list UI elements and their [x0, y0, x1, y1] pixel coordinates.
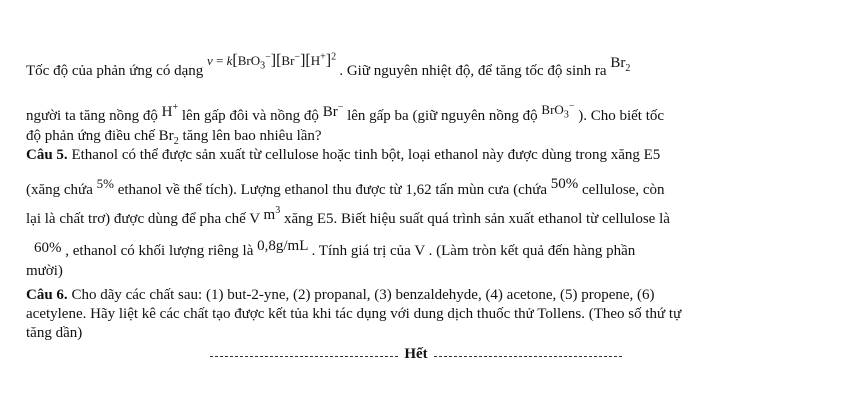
- question-6-line-3: [26, 324, 82, 342]
- question-5-line-4: [26, 238, 636, 260]
- rate-line1-continuation: . Giữ nguyên nhiệt độ, để tăng tốc độ sinh ra: [339, 63, 611, 79]
- text-segment: , ethanol có khối lượng riêng là: [65, 243, 258, 259]
- text-segment: tăng dần): [26, 325, 83, 341]
- text-segment: Ethanol có thể được sản xuất từ cellulose hoặc tinh bột, loại ethanol này được dùng trong xăng E5: [67, 147, 661, 163]
- rate-line-2: [26, 100, 665, 125]
- text-segment: lên gấp đôi và nồng độ: [181, 108, 323, 124]
- text-segment: (xăng chứa: [26, 182, 97, 198]
- species-bro3-minus: BrO$_3$−: [541, 100, 575, 121]
- rate-intro-text: Tốc độ của phản ứng có dạng: [26, 63, 207, 79]
- dashed-line-right: [434, 356, 622, 357]
- percent-5: 5%: [96, 176, 114, 191]
- unit-m3: $m^3$: [263, 205, 281, 223]
- question-6-line-1: [26, 286, 655, 304]
- end-marker: [210, 345, 622, 363]
- text-segment: lên gấp ba (giữ nguyên nồng độ: [347, 108, 542, 124]
- text-segment: xăng E5. Biết hiệu suất quá trình sản xuất ethanol từ cellulose là: [283, 211, 670, 227]
- subscript: 2: [173, 136, 179, 147]
- question-5-line-1: [26, 146, 660, 164]
- rate-law-formula: $v = k[BrO_3^-][Br^-][H^+]^2$: [207, 51, 337, 72]
- text-segment: ethanol về thể tích). Lượng ethanol thu được từ 1,62 tấn mùn cưa (chứa: [117, 182, 551, 198]
- question-6-line-2: [26, 305, 681, 323]
- text-segment: mười): [26, 263, 63, 279]
- text-segment: tăng lên bao nhiêu lần?: [178, 128, 322, 144]
- text-segment: Cho dãy các chất sau: (1) but-2-yne, (2) propanal, (3) benzaldehyde, (4) acetone, (5) propene, (6): [67, 287, 655, 303]
- text-segment: lại là chất trơ) được dùng để pha chế V: [26, 211, 264, 227]
- species-h-plus: H+: [161, 102, 179, 120]
- text-segment: ). Cho biết tốc: [578, 108, 665, 124]
- dashed-line-left: [210, 356, 398, 357]
- question-6-label: Câu 6.: [26, 287, 68, 303]
- product-br2: $Br_2$: [610, 55, 631, 74]
- question-5-line-2: [26, 176, 665, 199]
- text-segment: độ phản ứng điều chế Br: [26, 128, 174, 144]
- text-segment: người ta tăng nồng độ: [26, 108, 162, 124]
- text-segment: cellulose, còn: [582, 182, 665, 198]
- question-5-label: Câu 5.: [26, 147, 68, 163]
- percent-60: 60%: [34, 240, 62, 256]
- rate-line-1: [26, 51, 631, 80]
- question-5-line-3: [26, 205, 670, 228]
- end-label: Hết: [404, 346, 428, 362]
- text-segment: . Tính giá trị của V . (Làm tròn kết quả đến hàng phần: [311, 243, 636, 259]
- percent-50: 50%: [550, 176, 579, 192]
- species-br-minus: Br−: [322, 102, 344, 120]
- rate-line-3: [26, 127, 322, 145]
- question-5-line-5: [26, 262, 63, 280]
- text-segment: acetylene. Hãy liệt kê các chất tạo được kết tủa khi tác dụng với dung dịch thuốc thử Tollens. (Theo số thứ tự: [26, 306, 682, 322]
- density-value: 0,8g/mL: [257, 238, 308, 254]
